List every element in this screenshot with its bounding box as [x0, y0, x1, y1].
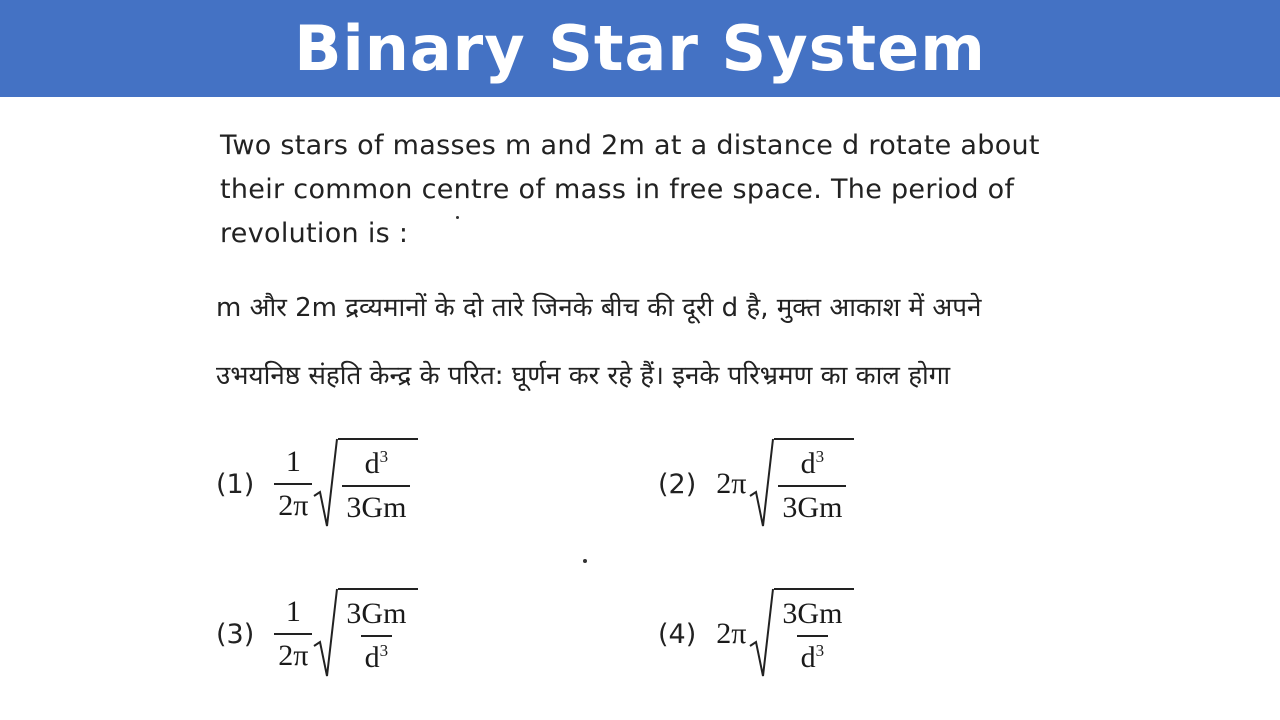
coef-numerator: 1 — [285, 595, 301, 628]
sqrt-sign-icon — [748, 438, 774, 530]
radicand-denominator-exponent: 3 — [815, 641, 825, 660]
sqrt-sign-icon — [312, 588, 338, 680]
coef-denominator: 2π — [274, 633, 312, 673]
option-3[interactable] — [216, 588, 418, 680]
option-2-label: (2) — [658, 468, 697, 500]
option-3-radical — [312, 588, 418, 680]
question-hindi-line-1: m और 2m द्रव्यमानों के दो तारे जिनके बीच की दूरी d है, मुक्त आकाश में अपने — [216, 293, 982, 323]
radicand-numerator: d — [364, 447, 380, 480]
title-banner — [0, 0, 1280, 97]
radicand-numerator-exponent: 3 — [379, 447, 389, 466]
radicand-numerator: d — [800, 447, 816, 480]
radicand-denominator: 3Gm — [346, 491, 407, 524]
radicand-numerator: 3Gm — [346, 597, 407, 630]
option-3-label: (3) — [216, 618, 255, 650]
option-3-coefficient — [274, 595, 312, 673]
radicand-denominator: d — [800, 641, 816, 674]
radicand-denominator-exponent: 3 — [379, 641, 389, 660]
option-4[interactable] — [658, 588, 854, 680]
option-2-radical — [748, 438, 854, 530]
coef-denominator: 2π — [274, 483, 312, 523]
page-title: Binary Star System — [294, 12, 986, 85]
coef-numerator: 1 — [285, 445, 301, 478]
option-1-label: (1) — [216, 468, 255, 500]
option-4-label: (4) — [658, 618, 697, 650]
question-english: Two stars of masses m and 2m at a distance d rotate about their common centre of mass in free space. The period of revolution is : — [220, 130, 1040, 249]
option-1[interactable] — [216, 438, 418, 530]
sqrt-sign-icon — [748, 588, 774, 680]
option-1-coefficient — [274, 445, 312, 523]
option-4-coefficient: 2π — [716, 617, 747, 650]
radicand-denominator: d — [364, 641, 380, 674]
radicand-numerator-exponent: 3 — [815, 447, 825, 466]
option-4-radical — [748, 588, 854, 680]
scan-speck — [583, 559, 587, 563]
radicand-numerator: 3Gm — [782, 597, 843, 630]
sqrt-sign-icon — [312, 438, 338, 530]
scan-speck — [456, 216, 459, 219]
option-1-radical — [312, 438, 418, 530]
option-2-coefficient: 2π — [716, 467, 747, 500]
radicand-denominator: 3Gm — [782, 491, 843, 524]
option-2[interactable] — [658, 438, 854, 530]
question-hindi-line-2: उभयनिष्ठ संहति केन्द्र के परित: घूर्णन कर रहे हैं। इनके परिभ्रमण का काल होगा — [216, 361, 951, 391]
